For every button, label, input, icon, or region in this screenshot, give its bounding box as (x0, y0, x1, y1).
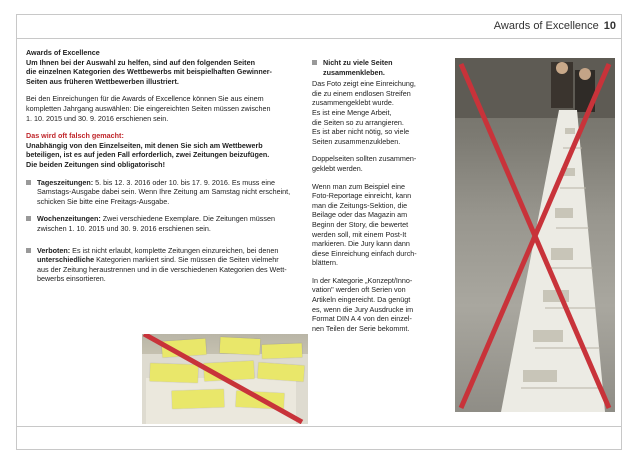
bullet-heading: Nicht zu viele Seiten (323, 58, 393, 67)
bullet-text: Es ist nicht erlaubt, komplette Zeitungen einzureichen, bei denen (70, 245, 279, 255)
bullet-label: Tageszeitungen: (37, 177, 94, 187)
bullet-text: schicken Sie bitte eine Freitags-Ausgabe. (37, 196, 170, 206)
text-line: Es ist eine Menge Arbeit, (312, 107, 392, 117)
running-head-title: Awards of Excellence (493, 20, 599, 32)
intro-title: Awards of Excellence (26, 48, 100, 57)
bullet-not-too-many-pages (312, 58, 442, 77)
bullet-text: aus der Zeitung heraustrennen und in die verschiedenen Kategorien des Wett- (37, 264, 287, 274)
bullet-text: Kategorien markiert sind. Sie müssen die Seiten vielmehr (94, 255, 279, 265)
footer-rule (16, 426, 622, 427)
bullet-label: Wochenzeitungen: (37, 214, 101, 224)
text-line: Beginn der Story, die bewertet (312, 219, 409, 229)
text-line: Seiten zusammenzukleben. (312, 136, 401, 146)
mistake-paragraph (26, 131, 306, 169)
mistake-line: beteiligen, ist es auf jeden Fall erforderlich, zwei Zeitungen beizufügen. (26, 150, 270, 160)
text-line: geklebt werden. (312, 163, 363, 173)
intro-paragraph (26, 48, 306, 86)
intro-line: die einzelnen Kategorien des Wettbewerbs mit beispielhaften Gewinner- (26, 67, 272, 77)
bullet-text: Samstags-Ausgabe dabei sein. Wenn Ihre Zeitung am Samstag nicht erscheint, (37, 187, 291, 197)
bullet-forbidden (26, 246, 306, 284)
text-line: Es ist aber nicht nötig, so viele (312, 127, 410, 137)
paragraph-strip (312, 79, 442, 146)
bold-word: unterschiedliche (37, 255, 95, 265)
cross-out-mark (142, 334, 308, 424)
bullet-weekly-papers (26, 214, 306, 233)
strip-photo-illustration (455, 58, 615, 412)
bullet-square-icon (26, 216, 31, 221)
text-line: Format DIN A 4 von den einzel- (312, 314, 412, 324)
bullet-text: 5. bis 12. 3. 2016 oder 10. bis 17. 9. 2016. Es muss eine (93, 177, 275, 187)
intro-line: Seiten aus früheren Wettbewerben illustriert. (26, 76, 179, 86)
period-line: Bei den Einreichungen für die Awards of Excellence können Sie aus einem (26, 94, 264, 104)
text-line: die zu einem endlosen Streifen (312, 88, 411, 98)
bullet-daily-papers (26, 178, 306, 207)
bullet-text: bewerbs einsortieren. (37, 274, 106, 284)
bullet-square-icon (312, 60, 317, 65)
text-line: es, wenn die Jury Ausdrucke im (312, 304, 414, 314)
text-line: blättern. (312, 258, 338, 268)
paragraph-postit (312, 182, 442, 268)
intro-line: Um Ihnen bei der Auswahl zu helfen, sind auf den folgenden Seiten (26, 57, 255, 67)
paragraph-concept (312, 276, 442, 334)
column-left (26, 48, 306, 292)
text-line: zusammengeklebt wurde. (312, 98, 394, 108)
bullet-square-icon (26, 248, 31, 253)
text-line: werden soll, mit einem Post-It (312, 229, 407, 239)
text-line: man die Zeitungs-Sektion, die (312, 200, 408, 210)
mistake-heading: Das wird oft falsch gemacht: (26, 131, 124, 141)
mistake-line: Die beiden Zeitungen sind obligatorisch! (26, 159, 165, 169)
bullet-square-icon (26, 180, 31, 185)
text-line: vation" werden oft Serien von (312, 285, 406, 295)
column-middle (312, 58, 442, 341)
strip-photo (455, 58, 615, 412)
period-paragraph (26, 94, 306, 123)
postit-photo (142, 334, 308, 424)
period-line: 1. 10. 2015 und 30. 9. 2016 erschienen sein. (26, 113, 169, 123)
bullet-text: zwischen 1. 10. 2015 und 30. 9. 2016 erschienen sein. (37, 223, 211, 233)
text-line: nen Teilen der Serie bekommt. (312, 323, 410, 333)
text-line: Artikeln eingereicht. Da genügt (312, 295, 411, 305)
text-line: Doppelseiten sollten zusammen- (312, 154, 417, 164)
text-line: Das Foto zeigt eine Einreichung, (312, 79, 416, 89)
text-line: markieren. Die Jury kann dann (312, 239, 410, 249)
page-number: 10 (603, 20, 616, 32)
text-line: diese Einreichung einfach durch- (312, 248, 417, 258)
paragraph-double-pages (312, 154, 442, 173)
bullet-label: Verboten: (37, 245, 71, 255)
header-rule (16, 38, 622, 39)
bullet-text: Zwei verschiedene Exemplare. Die Zeitungen müssen (100, 214, 275, 224)
running-head (494, 20, 616, 32)
text-line: Wenn man zum Beispiel eine (312, 181, 405, 191)
text-line: Beilage oder das Magazin am (312, 210, 408, 220)
text-line: die Seiten so zu arrangieren. (312, 117, 404, 127)
text-line: In der Kategorie „Konzept/Inno- (312, 275, 413, 285)
bullet-heading: zusammenkleben. (323, 67, 385, 77)
period-line: kompletten Jahrgang auswählen: Die eingereichten Seiten müssen zwischen (26, 103, 271, 113)
text-line: Foto-Reportage einreicht, kann (312, 191, 412, 201)
mistake-line: Unabhängig von den Einzelseiten, mit denen Sie sich am Wettbewerb (26, 140, 263, 150)
